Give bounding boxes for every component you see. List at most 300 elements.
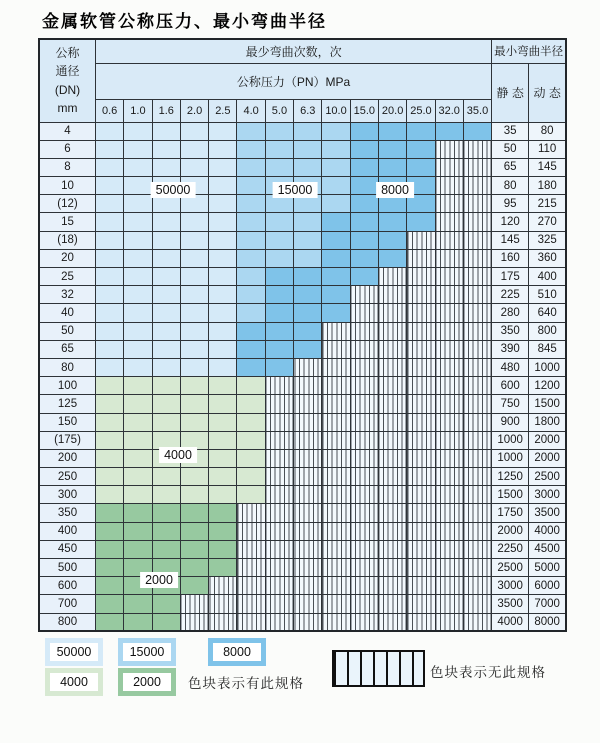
grid-cell — [407, 468, 435, 486]
table-row — [39, 595, 566, 613]
grid-cell — [124, 322, 152, 340]
grid-cell — [237, 504, 265, 522]
grid-cell — [237, 358, 265, 376]
dn-cell: 250 — [39, 468, 96, 486]
table-row — [39, 213, 566, 231]
grid-cell — [265, 358, 293, 376]
grid-cell — [180, 522, 208, 540]
grid-cell — [322, 504, 350, 522]
grid-cell — [180, 486, 208, 504]
dynamic-radius-cell: 180 — [529, 177, 567, 195]
grid-cell — [152, 613, 180, 631]
grid-cell — [350, 449, 378, 467]
table-row — [39, 358, 566, 376]
grid-cell — [294, 413, 322, 431]
pressure-header-cell: 1.6 — [152, 99, 180, 122]
grid-cell — [350, 504, 378, 522]
static-radius-cell: 1500 — [492, 486, 529, 504]
grid-cell — [294, 140, 322, 158]
grid-cell — [180, 504, 208, 522]
grid-cell — [378, 559, 406, 577]
dn-cell: 600 — [39, 577, 96, 595]
table-row — [39, 377, 566, 395]
dynamic-radius-cell: 360 — [529, 249, 567, 267]
grid-cell — [209, 413, 237, 431]
grid-cell — [237, 613, 265, 631]
grid-cell — [435, 486, 463, 504]
grid-cell — [209, 504, 237, 522]
legend-swatch-8000: 8000 — [208, 638, 266, 666]
dynamic-radius-cell: 2000 — [529, 449, 567, 467]
grid-cell — [180, 249, 208, 267]
cycle-count-label: 4000 — [159, 447, 197, 463]
table-row — [39, 304, 566, 322]
grid-cell — [463, 231, 491, 249]
grid-cell — [152, 522, 180, 540]
bend-cycles-header: 最少弯曲次数，次 — [96, 39, 492, 63]
grid-cell — [96, 122, 124, 140]
static-radius-cell: 3500 — [492, 595, 529, 613]
grid-cell — [463, 268, 491, 286]
grid-cell — [96, 395, 124, 413]
grid-cell — [322, 340, 350, 358]
grid-cell — [407, 322, 435, 340]
grid-cell — [407, 522, 435, 540]
pressure-header-cell: 2.0 — [180, 99, 208, 122]
grid-cell — [322, 358, 350, 376]
grid-cell — [265, 431, 293, 449]
grid-cell — [294, 304, 322, 322]
grid-cell — [96, 577, 124, 595]
grid-cell — [209, 377, 237, 395]
grid-cell — [407, 431, 435, 449]
grid-cell — [124, 486, 152, 504]
table-row — [39, 340, 566, 358]
grid-cell — [463, 377, 491, 395]
grid-cell — [322, 413, 350, 431]
min-bend-radius-header: 最小弯曲半径 — [492, 39, 567, 63]
static-radius-cell: 750 — [492, 395, 529, 413]
grid-cell — [209, 468, 237, 486]
cycle-count-label: 2000 — [140, 572, 178, 588]
dn-cell: 40 — [39, 304, 96, 322]
dn-header-line: 公称 — [55, 45, 80, 60]
grid-cell — [463, 340, 491, 358]
grid-cell — [463, 540, 491, 558]
grid-cell — [152, 249, 180, 267]
grid-cell — [378, 595, 406, 613]
dynamic-radius-cell: 510 — [529, 286, 567, 304]
grid-cell — [435, 304, 463, 322]
grid-cell — [378, 213, 406, 231]
dn-cell: 10 — [39, 177, 96, 195]
grid-cell — [463, 431, 491, 449]
grid-cell — [322, 140, 350, 158]
dn-cell: (12) — [39, 195, 96, 213]
grid-cell — [237, 577, 265, 595]
page-title: 金属软管公称压力、最小弯曲半径 — [42, 12, 327, 32]
grid-cell — [152, 413, 180, 431]
grid-cell — [96, 140, 124, 158]
pressure-header-cell: 25.0 — [407, 99, 435, 122]
grid-cell — [294, 122, 322, 140]
grid-cell — [96, 431, 124, 449]
grid-cell — [322, 595, 350, 613]
static-radius-cell: 35 — [492, 122, 529, 140]
grid-cell — [96, 158, 124, 176]
grid-cell — [350, 358, 378, 376]
pressure-header-cell: 5.0 — [265, 99, 293, 122]
dn-cell: 500 — [39, 559, 96, 577]
grid-cell — [180, 413, 208, 431]
table-row — [39, 522, 566, 540]
table-row — [39, 504, 566, 522]
dynamic-radius-cell: 145 — [529, 158, 567, 176]
dn-cell: 8 — [39, 158, 96, 176]
table-row — [39, 140, 566, 158]
grid-cell — [435, 140, 463, 158]
grid-cell — [294, 468, 322, 486]
table-row — [39, 322, 566, 340]
grid-cell — [237, 322, 265, 340]
grid-cell — [96, 540, 124, 558]
grid-cell — [350, 468, 378, 486]
grid-cell — [209, 268, 237, 286]
static-radius-cell: 2250 — [492, 540, 529, 558]
dynamic-radius-cell: 1500 — [529, 395, 567, 413]
grid-cell — [209, 177, 237, 195]
grid-cell — [322, 559, 350, 577]
legend-no-spec-text: 色块表示无此规格 — [430, 665, 546, 680]
dn-header-line: mm — [57, 101, 78, 116]
dynamic-radius-cell: 640 — [529, 304, 567, 322]
grid-cell — [378, 231, 406, 249]
grid-cell — [209, 340, 237, 358]
grid-cell — [322, 377, 350, 395]
grid-cell — [265, 468, 293, 486]
legend-swatch-50000: 50000 — [45, 638, 103, 666]
static-radius-cell: 1000 — [492, 431, 529, 449]
dynamic-radius-cell: 270 — [529, 213, 567, 231]
static-radius-cell: 280 — [492, 304, 529, 322]
dynamic-radius-cell: 80 — [529, 122, 567, 140]
grid-cell — [463, 304, 491, 322]
grid-cell — [209, 304, 237, 322]
dynamic-radius-cell: 110 — [529, 140, 567, 158]
grid-cell — [350, 395, 378, 413]
grid-cell — [265, 231, 293, 249]
grid-cell — [435, 358, 463, 376]
grid-cell — [209, 595, 237, 613]
grid-cell — [124, 468, 152, 486]
grid-cell — [265, 595, 293, 613]
grid-cell — [294, 377, 322, 395]
grid-cell — [463, 577, 491, 595]
grid-cell — [322, 304, 350, 322]
grid-cell — [350, 486, 378, 504]
table-row — [39, 540, 566, 558]
grid-cell — [378, 358, 406, 376]
dn-cell: 400 — [39, 522, 96, 540]
static-radius-cell: 80 — [492, 177, 529, 195]
grid-cell — [294, 577, 322, 595]
static-radius-cell: 1000 — [492, 449, 529, 467]
grid-cell — [209, 231, 237, 249]
grid-cell — [294, 322, 322, 340]
static-radius-cell: 160 — [492, 249, 529, 267]
grid-cell — [435, 577, 463, 595]
grid-cell — [96, 595, 124, 613]
grid-cell — [265, 577, 293, 595]
grid-cell — [237, 140, 265, 158]
dynamic-radius-cell: 215 — [529, 195, 567, 213]
grid-cell — [124, 195, 152, 213]
grid-cell — [152, 322, 180, 340]
grid-cell — [322, 177, 350, 195]
grid-cell — [350, 304, 378, 322]
grid-cell — [407, 140, 435, 158]
grid-cell — [152, 304, 180, 322]
grid-cell — [265, 213, 293, 231]
dynamic-radius-cell: 1000 — [529, 358, 567, 376]
static-radius-cell: 2500 — [492, 559, 529, 577]
grid-cell — [180, 213, 208, 231]
grid-cell — [180, 540, 208, 558]
grid-cell — [435, 522, 463, 540]
grid-cell — [180, 340, 208, 358]
grid-cell — [435, 158, 463, 176]
pressure-header-cell: 35.0 — [463, 99, 491, 122]
grid-cell — [152, 158, 180, 176]
grid-cell — [124, 286, 152, 304]
grid-cell — [322, 158, 350, 176]
grid-cell — [294, 613, 322, 631]
table-row — [39, 431, 566, 449]
cycle-count-label: 15000 — [273, 182, 318, 198]
dynamic-radius-cell: 4500 — [529, 540, 567, 558]
dn-cell: 150 — [39, 413, 96, 431]
grid-cell — [124, 268, 152, 286]
grid-cell — [124, 304, 152, 322]
pressure-header-cell: 2.5 — [209, 99, 237, 122]
grid-cell — [435, 249, 463, 267]
grid-cell — [265, 449, 293, 467]
grid-cell — [322, 522, 350, 540]
grid-cell — [463, 358, 491, 376]
grid-cell — [435, 286, 463, 304]
grid-cell — [378, 158, 406, 176]
grid-cell — [209, 522, 237, 540]
grid-cell — [237, 468, 265, 486]
grid-cell — [407, 304, 435, 322]
table-row — [39, 122, 566, 140]
table-row — [39, 486, 566, 504]
static-radius-cell: 480 — [492, 358, 529, 376]
static-column-header: 静 态 — [492, 63, 529, 122]
grid-cell — [407, 486, 435, 504]
grid-cell — [124, 395, 152, 413]
dn-cell: 450 — [39, 540, 96, 558]
grid-cell — [294, 431, 322, 449]
grid-cell — [378, 413, 406, 431]
table-row — [39, 268, 566, 286]
grid-cell — [463, 122, 491, 140]
dynamic-radius-cell: 4000 — [529, 522, 567, 540]
grid-cell — [435, 559, 463, 577]
grid-cell — [124, 522, 152, 540]
static-radius-cell: 390 — [492, 340, 529, 358]
pressure-header-cell: 20.0 — [378, 99, 406, 122]
grid-cell — [96, 559, 124, 577]
grid-cell — [350, 540, 378, 558]
grid-cell — [322, 322, 350, 340]
grid-cell — [463, 449, 491, 467]
grid-cell — [294, 358, 322, 376]
dn-cell: 80 — [39, 358, 96, 376]
grid-cell — [463, 504, 491, 522]
dynamic-radius-cell: 400 — [529, 268, 567, 286]
grid-cell — [152, 358, 180, 376]
grid-cell — [180, 468, 208, 486]
grid-cell — [463, 468, 491, 486]
dn-cell: 700 — [39, 595, 96, 613]
grid-cell — [378, 431, 406, 449]
grid-cell — [96, 322, 124, 340]
grid-cell — [435, 177, 463, 195]
grid-cell — [209, 395, 237, 413]
grid-cell — [209, 486, 237, 504]
table-row — [39, 395, 566, 413]
grid-cell — [350, 195, 378, 213]
grid-cell — [435, 595, 463, 613]
grid-cell — [350, 249, 378, 267]
grid-cell — [265, 340, 293, 358]
grid-cell — [96, 449, 124, 467]
grid-cell — [96, 486, 124, 504]
grid-cell — [237, 249, 265, 267]
nominal-pressure-header: 公称压力（PN）MPa — [96, 63, 492, 99]
grid-cell — [152, 595, 180, 613]
grid-cell — [463, 213, 491, 231]
grid-cell — [265, 304, 293, 322]
grid-cell — [294, 213, 322, 231]
grid-cell — [407, 395, 435, 413]
grid-cell — [152, 377, 180, 395]
grid-cell — [180, 559, 208, 577]
grid-cell — [435, 195, 463, 213]
grid-cell — [237, 268, 265, 286]
dynamic-radius-cell: 1800 — [529, 413, 567, 431]
grid-cell — [209, 431, 237, 449]
grid-cell — [322, 395, 350, 413]
grid-cell — [209, 559, 237, 577]
grid-cell — [350, 340, 378, 358]
grid-cell — [463, 559, 491, 577]
grid-cell — [152, 231, 180, 249]
grid-cell — [378, 395, 406, 413]
grid-cell — [322, 468, 350, 486]
grid-cell — [237, 177, 265, 195]
grid-cell — [350, 431, 378, 449]
static-radius-cell: 95 — [492, 195, 529, 213]
grid-cell — [407, 158, 435, 176]
legend-swatch-2000: 2000 — [118, 668, 176, 696]
grid-cell — [407, 577, 435, 595]
static-radius-cell: 4000 — [492, 613, 529, 631]
grid-cell — [124, 504, 152, 522]
grid-cell — [463, 286, 491, 304]
table-row — [39, 559, 566, 577]
grid-cell — [378, 322, 406, 340]
static-radius-cell: 900 — [492, 413, 529, 431]
grid-cell — [237, 413, 265, 431]
grid-cell — [237, 304, 265, 322]
grid-cell — [322, 213, 350, 231]
grid-cell — [180, 358, 208, 376]
grid-cell — [180, 595, 208, 613]
grid-cell — [265, 522, 293, 540]
grid-cell — [407, 213, 435, 231]
grid-cell — [463, 140, 491, 158]
grid-cell — [209, 140, 237, 158]
grid-cell — [350, 595, 378, 613]
grid-cell — [294, 486, 322, 504]
dn-cell: 800 — [39, 613, 96, 631]
grid-cell — [322, 286, 350, 304]
grid-cell — [407, 122, 435, 140]
grid-cell — [152, 540, 180, 558]
grid-cell — [435, 340, 463, 358]
grid-cell — [124, 140, 152, 158]
grid-cell — [237, 158, 265, 176]
grid-cell — [124, 540, 152, 558]
grid-cell — [435, 122, 463, 140]
static-radius-cell: 50 — [492, 140, 529, 158]
grid-cell — [265, 268, 293, 286]
grid-cell — [265, 249, 293, 267]
grid-cell — [407, 559, 435, 577]
grid-cell — [124, 449, 152, 467]
static-radius-cell: 3000 — [492, 577, 529, 595]
grid-cell — [294, 522, 322, 540]
grid-cell — [463, 486, 491, 504]
grid-cell — [124, 613, 152, 631]
grid-cell — [407, 540, 435, 558]
grid-cell — [209, 613, 237, 631]
grid-cell — [124, 231, 152, 249]
grid-cell — [322, 268, 350, 286]
table-row — [39, 158, 566, 176]
grid-cell — [294, 231, 322, 249]
dn-cell: 20 — [39, 249, 96, 267]
pressure-header-cell: 15.0 — [350, 99, 378, 122]
grid-cell — [294, 595, 322, 613]
grid-cell — [237, 286, 265, 304]
grid-cell — [407, 268, 435, 286]
grid-cell — [407, 286, 435, 304]
grid-cell — [350, 413, 378, 431]
static-radius-cell: 225 — [492, 286, 529, 304]
grid-cell — [407, 231, 435, 249]
dynamic-radius-cell: 6000 — [529, 577, 567, 595]
grid-cell — [209, 158, 237, 176]
pressure-header-cell: 10.0 — [322, 99, 350, 122]
grid-cell — [209, 449, 237, 467]
grid-cell — [322, 613, 350, 631]
grid-cell — [237, 595, 265, 613]
grid-cell — [378, 468, 406, 486]
grid-cell — [265, 395, 293, 413]
